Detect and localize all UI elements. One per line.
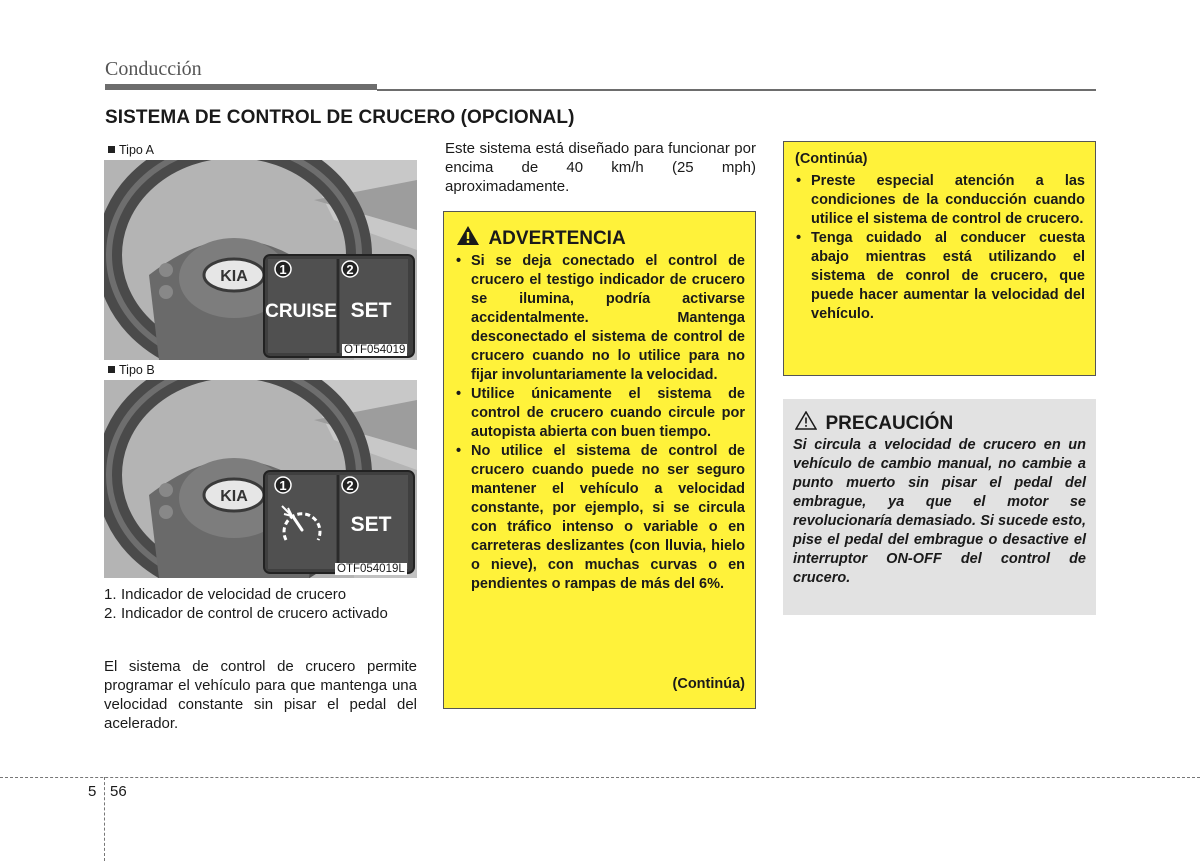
header-rule [377, 89, 1096, 91]
square-bullet-icon [108, 366, 115, 373]
square-bullet-icon [108, 146, 115, 153]
badge-1: 1 [279, 262, 287, 277]
list-item: • Utilice únicamente el sistema de control de crucero cuando circule por autopista abierta con buen tiempo. [456, 386, 745, 440]
steering-wheel-illustration-a [104, 160, 417, 360]
list-item: • Tenga cuidado al conducer cuesta abajo mientras está utilizando el sistema de conrol de crucero, que puede hacer aumentar la velocidad del vehículo. [796, 230, 1085, 322]
caution-triangle-icon [795, 411, 817, 430]
header-bar [105, 84, 377, 90]
warning-continued-box [783, 141, 1096, 376]
warning-continues: (Continúa) [672, 676, 745, 692]
figure-b-label: Tipo B [108, 363, 155, 377]
set-button: SET [350, 513, 392, 536]
list-item: • No utilice el sistema de control de crucero cuando puede no ser seguro mantener el vehículo a velocidad constante, por ejemplo, si se circula con tráfico intenso o variable o en carreteras deslizantes (con lluvia, hielo o nieve), con muchas curvas o en pendientes o rampas de más del 6%. [456, 443, 745, 592]
footer-rule [0, 777, 1200, 778]
kia-logo: KIA [220, 268, 248, 285]
indicator-list [104, 585, 417, 623]
page-number: 56 [110, 783, 127, 800]
list-item: • Si se deja conectado el control de crucero el testigo indicador de crucero se ilumina, podría activarse accidentalmente. Mantenga desconectado el sistema de control de crucero cuando no lo utilice para no fijar involuntariamente la velocidad. [456, 253, 745, 383]
intro-paragraph: El sistema de control de crucero permite programar el vehículo para que mantenga una velocidad constante sin pisar el pedal del acelerador. [104, 658, 417, 732]
warning-triangle-icon [456, 225, 480, 246]
caution-text: Si circula a velocidad de crucero en un vehículo de cambio manual, no cambie a punto muerto sin pisar el pedal del embrague, ya que el motor se revolucionaría demasiado. Si sucede esto, pise el pedal del embrague o desactive el interruptor ON-OFF del control de crucero. [793, 437, 1086, 586]
caution-header [795, 411, 953, 435]
warning-bullets [454, 252, 745, 594]
list-item: • Preste especial atención a las condiciones de la conducción cuando utilice el sistema de control de crucero. [796, 173, 1085, 227]
continued-bullets [794, 172, 1085, 324]
list-item: 1. Indicador de velocidad de crucero [104, 586, 347, 603]
speed-paragraph: Este sistema está diseñado para funcionar por encima de 40 km/h (25 mph) aproximadamente. [445, 140, 756, 195]
page-title: SISTEMA DE CONTROL DE CRUCERO (OPCIONAL) [105, 107, 575, 128]
section-label: Conducción [105, 58, 202, 80]
badge-2: 2 [346, 262, 354, 277]
caution-title: PRECAUCIÓN [825, 413, 954, 434]
caution-box [783, 399, 1096, 615]
badge-2: 2 [346, 478, 354, 493]
cruise-button: CRUISE [265, 301, 337, 322]
badge-1: 1 [279, 478, 287, 493]
warning-box [443, 211, 756, 709]
warning-header [456, 225, 626, 250]
figure-a-label: Tipo A [108, 143, 154, 157]
steering-wheel-illustration-b [104, 380, 417, 578]
steering-wheel-photo-a [104, 160, 417, 360]
warning-title: ADVERTENCIA [488, 228, 626, 249]
continued-heading: (Continúa) [795, 151, 868, 167]
footer-divider [104, 777, 105, 861]
list-item: 2. Indicador de control de crucero activado [104, 605, 388, 622]
steering-wheel-photo-b [104, 380, 417, 578]
set-button: SET [350, 299, 392, 322]
figure-b-code: OTF054019L [337, 563, 405, 575]
chapter-number: 5 [88, 783, 97, 800]
figure-a-code: OTF054019 [344, 344, 406, 356]
kia-logo: KIA [220, 488, 248, 505]
